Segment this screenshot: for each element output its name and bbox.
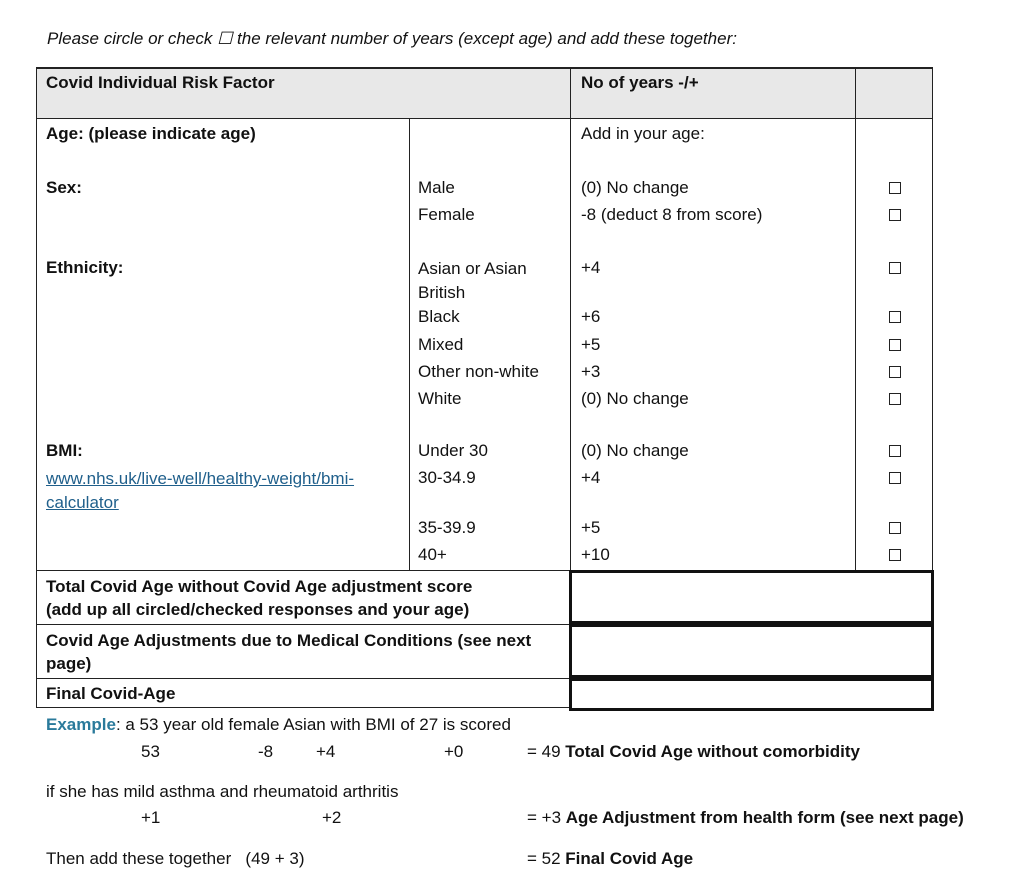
bmi-years-35-39: +5 — [581, 518, 601, 537]
totals-divider-3 — [36, 678, 570, 679]
bmi-years-30-34: +4 — [581, 468, 601, 487]
result3-value: = 52 — [527, 849, 561, 868]
adjust-label-line1: Covid Age Adjustments due to Medical Conditions (see next — [46, 631, 532, 650]
bmi-option-40-plus: 40+ — [418, 545, 447, 564]
calc1-bmi: +0 — [444, 742, 464, 761]
sum-text: Then add these together (49 + 3) — [46, 849, 305, 868]
ethnicity-option-asian: Asian or Asian British — [418, 259, 527, 302]
result1-label: Total Covid Age without comorbidity — [565, 742, 860, 761]
final-label: Final Covid-Age — [46, 684, 176, 703]
final-score-box[interactable] — [569, 678, 934, 711]
result1-value: = 49 — [527, 742, 561, 761]
column-divider-check — [855, 67, 856, 570]
instructions: Please circle or check ☐ the relevant number of years (except age) and add these together: — [47, 29, 737, 48]
bmi-years-under-30: (0) No change — [581, 441, 689, 460]
sex-years-female: -8 (deduct 8 from score) — [581, 205, 763, 224]
ethnicity-option-mixed: Mixed — [418, 335, 464, 354]
ethnicity-option-other: Other non-white — [418, 362, 539, 381]
ethnicity-years-white: (0) No change — [581, 389, 689, 408]
sex-label: Sex: — [46, 178, 82, 197]
result2 — [527, 807, 964, 829]
checkbox-other-non-white[interactable] — [889, 366, 901, 378]
ethnicity-years-black: +6 — [581, 307, 601, 326]
result2-value: = +3 — [527, 808, 562, 827]
column-divider-years — [570, 67, 571, 570]
adjustment-score-box[interactable] — [569, 624, 934, 678]
header-years: No of years -/+ — [581, 73, 699, 92]
example-intro-text: : a 53 year old female Asian with BMI of 27 is scored — [115, 715, 511, 734]
calc1-age: 53 — [141, 742, 160, 761]
ethnicity-years-mixed: +5 — [581, 335, 601, 354]
sex-years-male: (0) No change — [581, 178, 689, 197]
result2-label: Age Adjustment from health form (see next page) — [565, 808, 964, 827]
result1 — [527, 741, 860, 763]
ethnicity-option-white: White — [418, 389, 462, 408]
header-factor: Covid Individual Risk Factor — [46, 73, 275, 92]
column-divider-option — [409, 118, 410, 570]
bmi-option-35-39: 35-39.9 — [418, 518, 476, 537]
example-word: Example — [46, 715, 116, 734]
checkbox-asian[interactable] — [889, 262, 901, 274]
condition-text: if she has mild asthma and rheumatoid arthritis — [46, 782, 399, 801]
adjust-label-line2: page) — [46, 654, 92, 673]
age-label: Age: (please indicate age) — [46, 124, 256, 143]
ethnicity-label: Ethnicity: — [46, 258, 124, 277]
table-border-bottom — [36, 707, 570, 708]
calc2-arthritis: +2 — [322, 808, 342, 827]
header-divider — [36, 118, 933, 119]
ethnicity-years-asian: +4 — [581, 258, 601, 277]
checkbox-male[interactable] — [889, 182, 901, 194]
age-years: Add in your age: — [581, 124, 705, 143]
checkbox-mixed[interactable] — [889, 339, 901, 351]
calc1-sex: -8 — [258, 742, 274, 761]
totals-divider-1 — [36, 570, 570, 571]
table-border-left — [36, 67, 37, 708]
table-border-right — [932, 67, 933, 570]
total-score-box[interactable] — [569, 570, 934, 624]
checkbox-bmi-under-30[interactable] — [889, 445, 901, 457]
bmi-label: BMI: — [46, 441, 83, 460]
result3 — [527, 848, 693, 870]
example-intro — [46, 714, 511, 736]
result3-label: Final Covid Age — [565, 849, 694, 868]
ethnicity-option-black: Black — [418, 307, 460, 326]
sex-option-male: Male — [418, 178, 455, 197]
total-label-line2: (add up all circled/checked responses and your age) — [46, 600, 470, 619]
calc2-asthma: +1 — [141, 808, 161, 827]
checkbox-female[interactable] — [889, 209, 901, 221]
bmi-option-30-34: 30-34.9 — [418, 468, 476, 487]
bmi-years-40-plus: +10 — [581, 545, 610, 564]
bmi-option-under-30: Under 30 — [418, 441, 488, 460]
checkbox-white[interactable] — [889, 393, 901, 405]
sex-option-female: Female — [418, 205, 475, 224]
checkbox-bmi-40-plus[interactable] — [889, 549, 901, 561]
totals-divider-2 — [36, 624, 570, 625]
table-border-top — [36, 67, 933, 69]
bmi-calculator-link[interactable]: www.nhs.uk/live-well/healthy-weight/bmi-calculator — [46, 469, 355, 512]
checkbox-black[interactable] — [889, 311, 901, 323]
checkbox-bmi-30-34[interactable] — [889, 472, 901, 484]
checkbox-bmi-35-39[interactable] — [889, 522, 901, 534]
calc1-ethnicity: +4 — [316, 742, 336, 761]
total-label-line1: Total Covid Age without Covid Age adjustment score — [46, 577, 473, 596]
ethnicity-years-other: +3 — [581, 362, 601, 381]
